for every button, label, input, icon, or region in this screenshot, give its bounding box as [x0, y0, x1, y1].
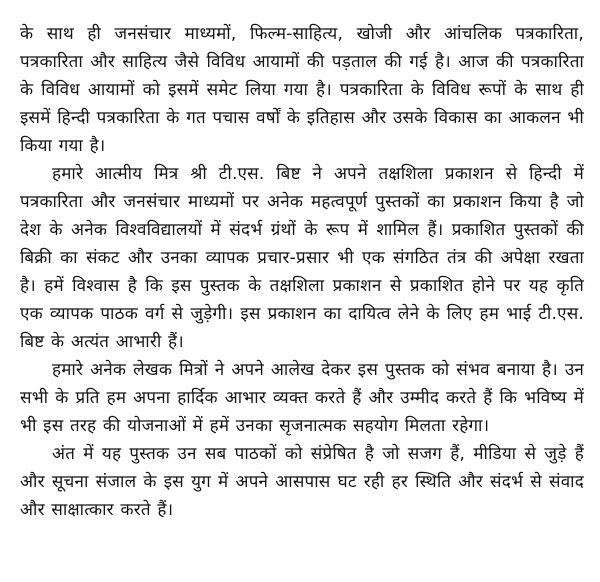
paragraph-publisher-thanks: हमारे आत्मीय मित्र श्री टी.एस. बिष्ट ने अपने तक्षशिला प्रकाशन से हिन्दी में पत्रकारिता और जनसंचार माध्यमों पर अनेक महत्वपूर्ण पुस्तकों का प्रकाशन किया है जो देश के अनेक विश्वविद्यालयों में संदर्भ ग्रंथों के रूप में शामिल हैं। प्रकाशित पुस्तकों की बिक्री का संकट और उनका व्यापक प्रचार-प्रसार भी एक संगठित तंत्र की अपेक्षा रखता है। हमें विश्वास है कि इस पुस्तक के तक्षशिला प्रकाशन से प्रकाशित होने पर यह कृति एक व्यापक पाठक वर्ग से जुड़ेगी। इस प्रकाशन का दायित्व लेने के लिए हम भाई टी.एस. बिष्ट के अत्यंत आभारी हैं। — [20, 164, 584, 352]
paragraph-dedication-to-readers: अंत में यह पुस्तक उन सब पाठकों को संप्रेषित है जो सजग हैं, मीडिया से जुड़े हैं और सूचना संजाल के इस युग में अपने आसपास घट रही हर स्थिति और संदर्भ से संवाद और साक्षात्कार करते हैं। — [20, 444, 584, 520]
paragraph-continuation: के साथ ही जनसंचार माध्यमों, फिल्म-साहित्य, खोजी और आंचलिक पत्रकारिता, पत्रकारिता और साहित्य जैसे विविध आयामों की पड़ताल की गई है। आज की पत्रकारिता के विविध आयामों को इसमें समेट लिया गया है। पत्रकारिता के विविध रूपों के साथ ही इसमें हिन्दी पत्रकारिता के गत पचास वर्षों के इतिहास और उसके विकास का आकलन भी किया गया है। — [20, 24, 584, 156]
paragraph-authors-thanks: हमारे अनेक लेखक मित्रों ने अपने आलेख देकर इस पुस्तक को संभव बनाया है। उन सभी के प्रति हम अपना हार्दिक आभार व्यक्त करते हैं और उम्मीद करते हैं कि भविष्य में भी इस तरह की योजनाओं में हमें उनका सृजनात्मक सहयोग मिलता रहेगा। — [20, 360, 584, 436]
